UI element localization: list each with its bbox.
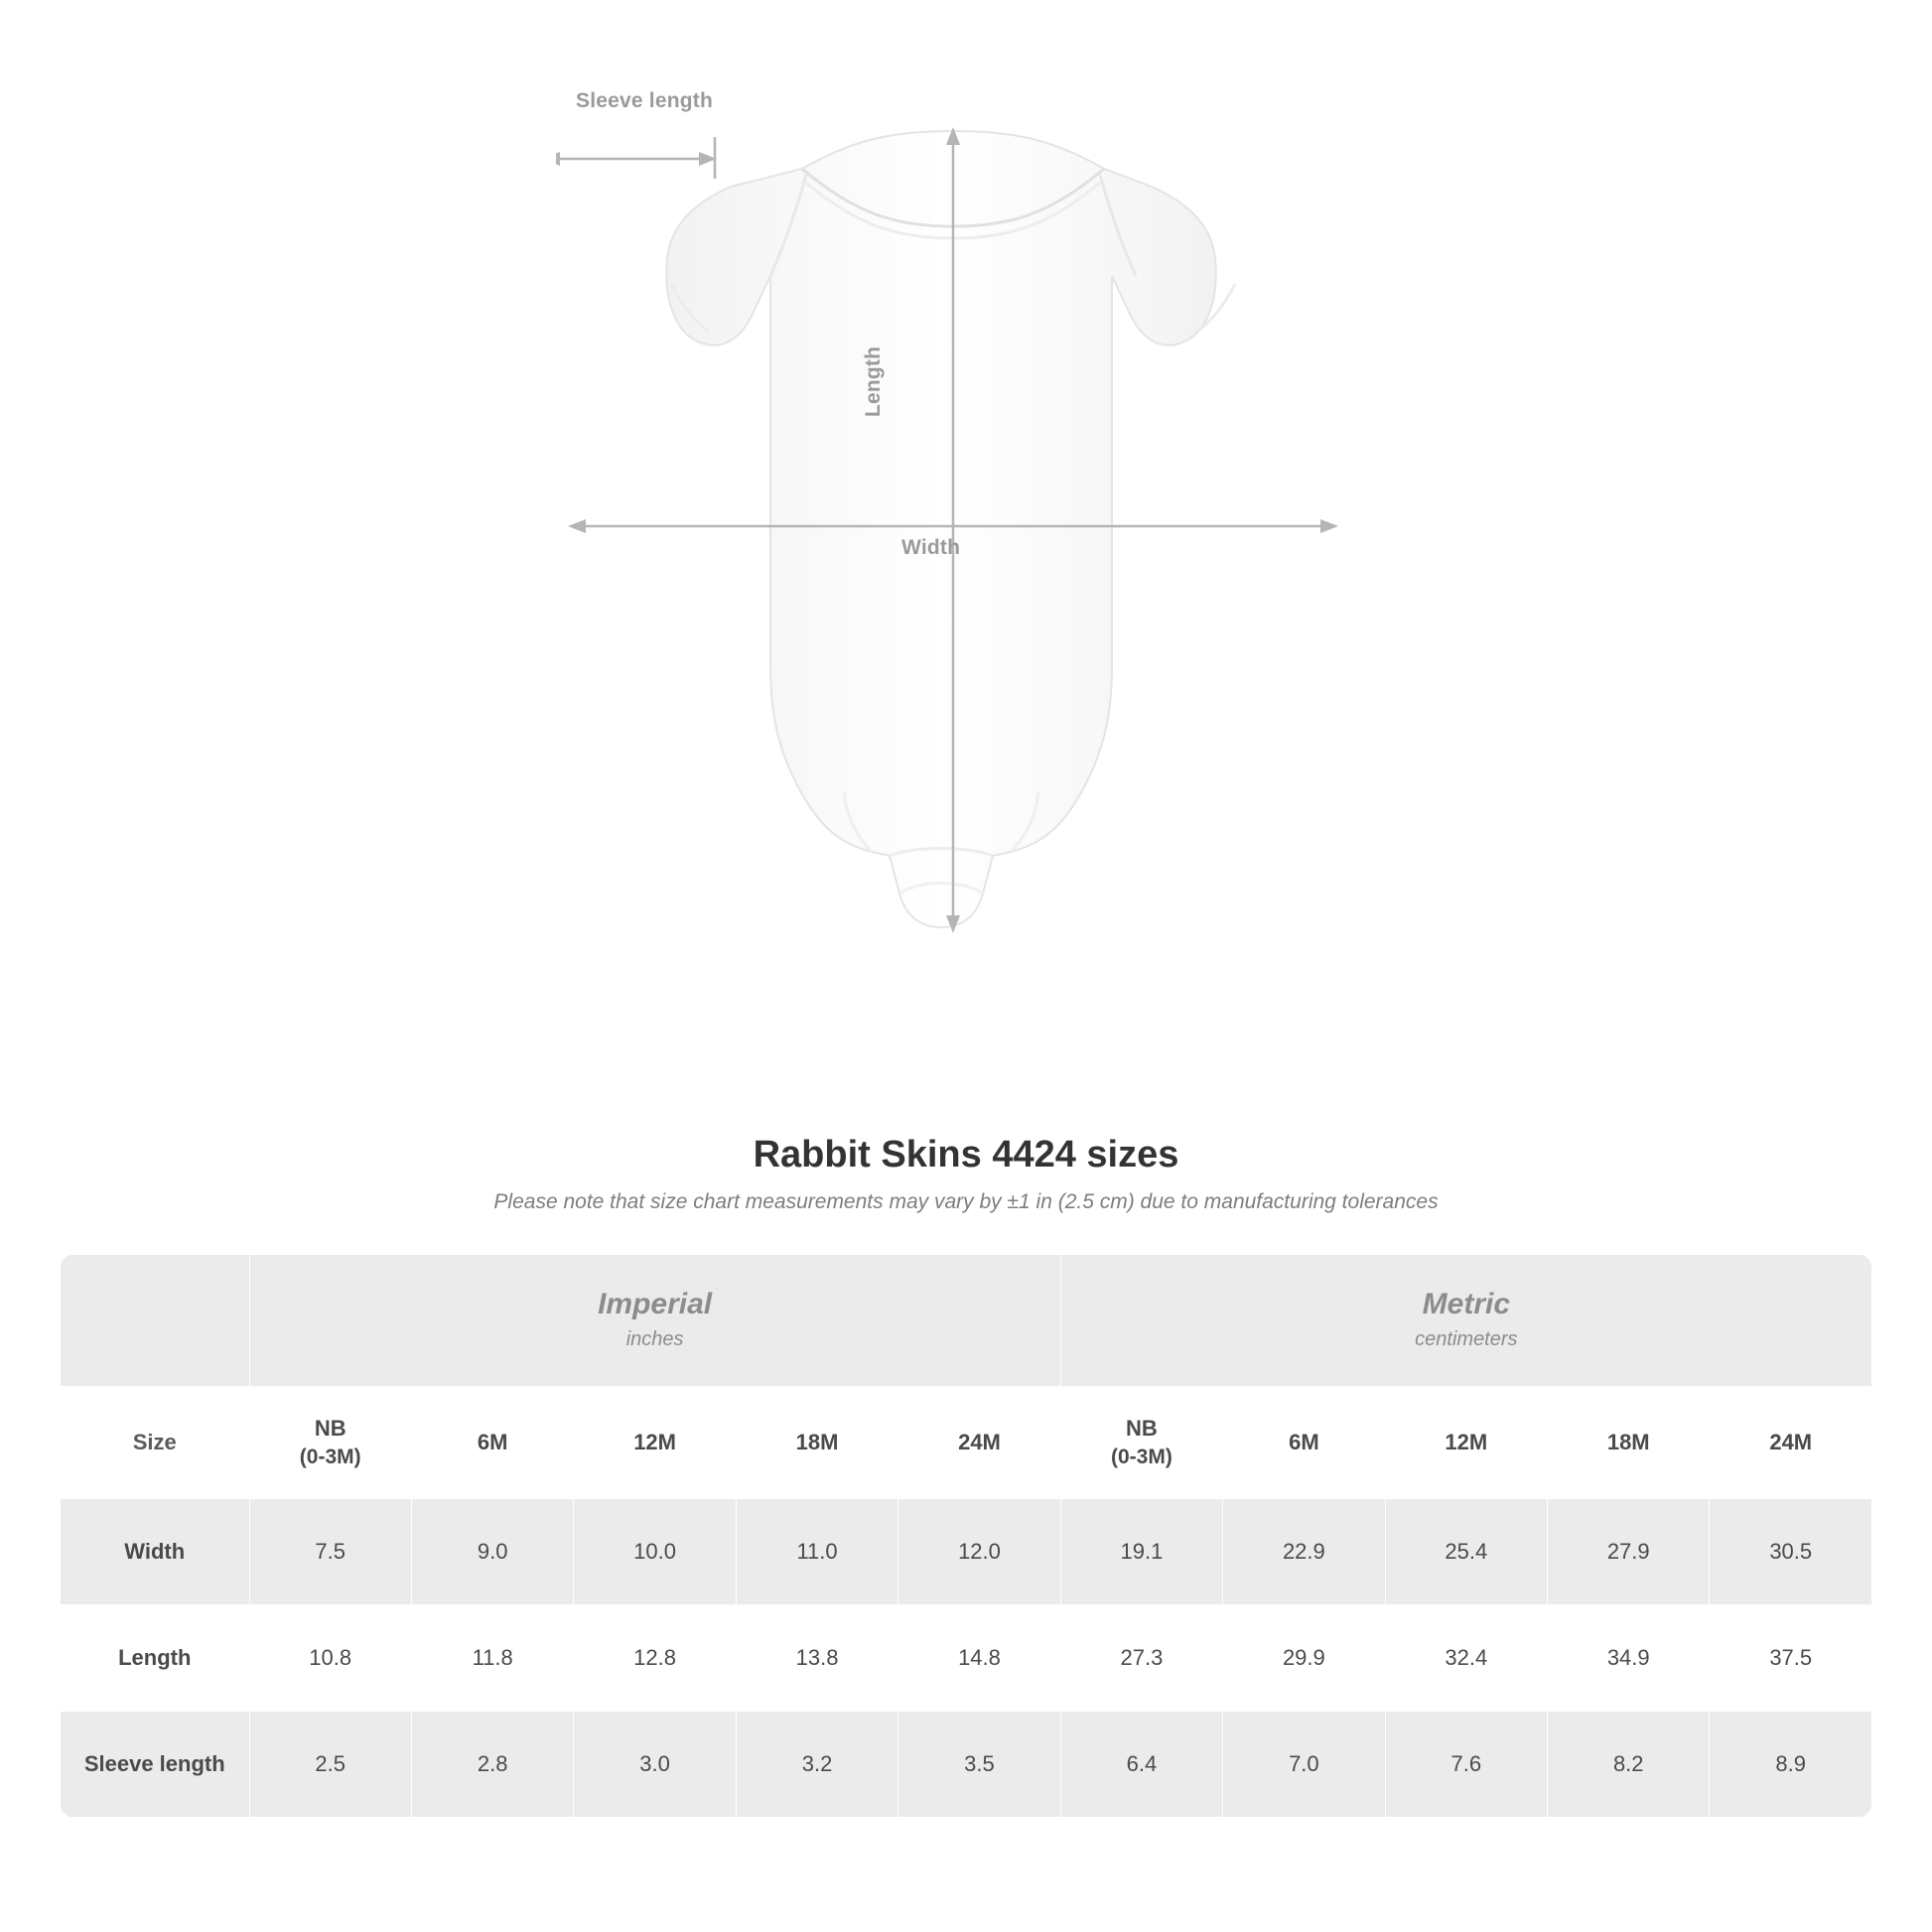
table-row: [61, 1712, 1872, 1818]
cell-width-imperial-24m: 12.0: [898, 1499, 1060, 1605]
cell-width-metric-24m: 30.5: [1710, 1499, 1872, 1605]
cell-length-imperial-6m: 11.8: [411, 1605, 573, 1712]
header-imperial-nb-line1: NB: [314, 1415, 346, 1441]
cell-width-metric-nb: 19.1: [1060, 1499, 1222, 1605]
unit-spacer: [61, 1255, 250, 1387]
cell-length-metric-12m: 32.4: [1385, 1605, 1547, 1712]
label-width: Width: [901, 536, 961, 559]
cell-sleeve-imperial-6m: 2.8: [411, 1712, 573, 1818]
cell-length-metric-nb: 27.3: [1060, 1605, 1222, 1712]
cell-width-imperial-nb: 7.5: [249, 1499, 411, 1605]
label-length: Length: [862, 345, 885, 417]
cell-sleeve-metric-nb: 6.4: [1060, 1712, 1222, 1818]
cell-sleeve-imperial-24m: 3.5: [898, 1712, 1060, 1818]
cell-sleeve-imperial-nb: 2.5: [249, 1712, 411, 1818]
cell-sleeve-metric-24m: 8.9: [1710, 1712, 1872, 1818]
unit-metric-title: Metric: [1422, 1288, 1511, 1321]
header-imperial-24m: 24M: [898, 1387, 1060, 1499]
cell-sleeve-metric-12m: 7.6: [1385, 1712, 1547, 1818]
cell-width-metric-12m: 25.4: [1385, 1499, 1547, 1605]
cell-length-metric-24m: 37.5: [1710, 1605, 1872, 1712]
header-metric-nb-line2: (0-3M): [1111, 1445, 1173, 1468]
unit-imperial-title: Imperial: [598, 1288, 713, 1321]
unit-imperial-sub: inches: [625, 1327, 684, 1350]
header-metric-nb-line1: NB: [1126, 1415, 1158, 1441]
label-sleeve-length: Sleeve length: [576, 89, 713, 112]
cell-sleeve-metric-18m: 8.2: [1548, 1712, 1710, 1818]
tolerance-note: Please note that size chart measurements may vary by ±1 in (2.5 cm) due to manufacturing tolerances: [493, 1190, 1439, 1213]
cell-sleeve-imperial-12m: 3.0: [574, 1712, 736, 1818]
cell-length-imperial-18m: 13.8: [736, 1605, 897, 1712]
row-label-sleeve-length: Sleeve length: [61, 1712, 250, 1818]
cell-length-metric-6m: 29.9: [1223, 1605, 1385, 1712]
cell-width-imperial-12m: 10.0: [574, 1499, 736, 1605]
row-label-width: Width: [61, 1499, 250, 1605]
unit-header-row: [61, 1255, 1872, 1387]
header-imperial-18m: 18M: [736, 1387, 897, 1499]
table-row: [61, 1499, 1872, 1605]
cell-length-metric-18m: 34.9: [1548, 1605, 1710, 1712]
cell-width-imperial-6m: 9.0: [411, 1499, 573, 1605]
row-label-length: Length: [61, 1605, 250, 1712]
header-metric-nb: [1060, 1387, 1222, 1499]
unit-imperial: [249, 1255, 1060, 1387]
page-title: Rabbit Skins 4424 sizes: [753, 1134, 1179, 1175]
header-imperial-12m: 12M: [574, 1387, 736, 1499]
cell-length-imperial-12m: 12.8: [574, 1605, 736, 1712]
cell-sleeve-metric-6m: 7.0: [1223, 1712, 1385, 1818]
header-imperial-6m: 6M: [411, 1387, 573, 1499]
cell-length-imperial-nb: 10.8: [249, 1605, 411, 1712]
unit-metric: [1060, 1255, 1871, 1387]
size-table-wrapper: [60, 1254, 1872, 1818]
header-size: Size: [61, 1387, 250, 1499]
unit-metric-sub: centimeters: [1415, 1327, 1518, 1350]
header-metric-18m: 18M: [1548, 1387, 1710, 1499]
cell-length-imperial-24m: 14.8: [898, 1605, 1060, 1712]
title-block: [0, 1134, 1932, 1214]
header-metric-24m: 24M: [1710, 1387, 1872, 1499]
cell-width-metric-18m: 27.9: [1548, 1499, 1710, 1605]
header-imperial-nb-line2: (0-3M): [299, 1445, 361, 1468]
header-metric-6m: 6M: [1223, 1387, 1385, 1499]
bodysuit-icon: [556, 109, 1350, 1062]
header-imperial-nb: [249, 1387, 411, 1499]
cell-width-metric-6m: 22.9: [1223, 1499, 1385, 1605]
size-header-row: [61, 1387, 1872, 1499]
cell-sleeve-imperial-18m: 3.2: [736, 1712, 897, 1818]
cell-width-imperial-18m: 11.0: [736, 1499, 897, 1605]
header-metric-12m: 12M: [1385, 1387, 1547, 1499]
table-row: [61, 1605, 1872, 1712]
size-table: [60, 1254, 1872, 1818]
